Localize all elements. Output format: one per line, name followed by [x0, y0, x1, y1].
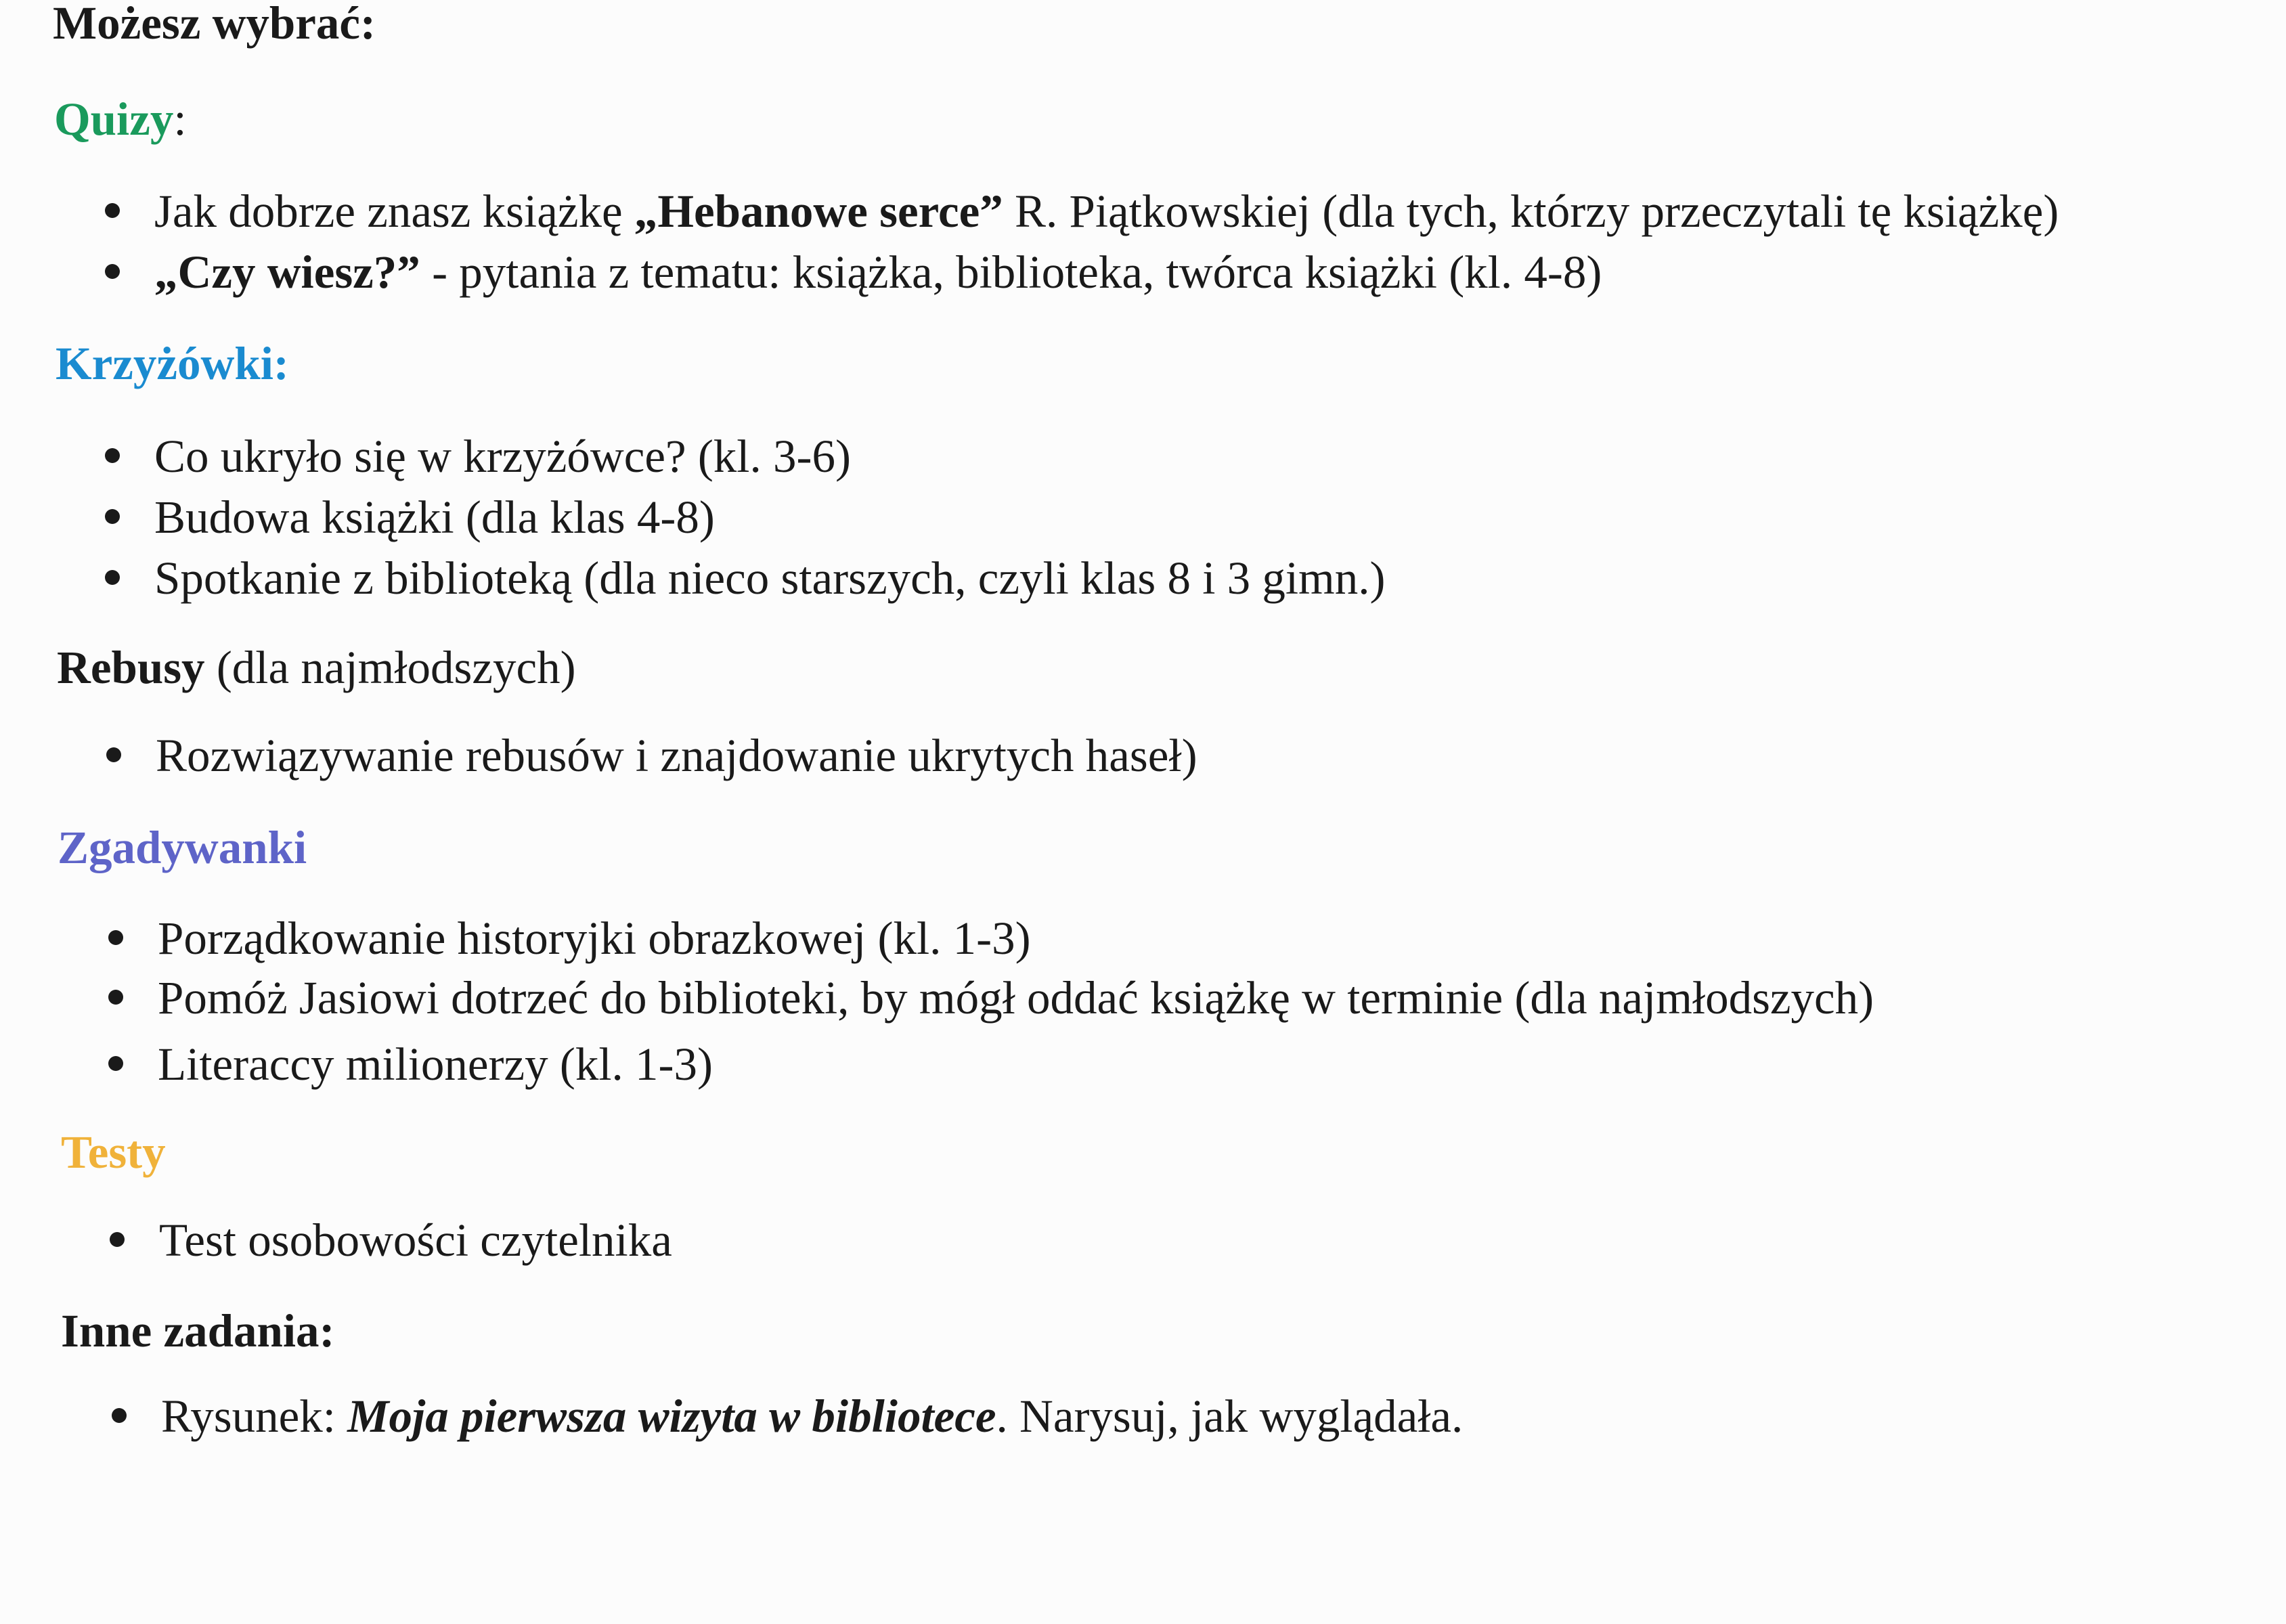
bullet-dot: [112, 1408, 127, 1423]
zgadywanki-heading: Zgadywanki: [58, 822, 307, 873]
bullet-dot: [105, 203, 120, 218]
list-item-text: Co ukryło się w krzyżówce? (kl. 3-6): [154, 431, 851, 482]
list-item-text: Porządkowanie historyjki obrazkowej (kl. 1-3): [158, 913, 1031, 964]
list-item-text: Test osobowości czytelnika: [159, 1214, 672, 1266]
quizy-heading-text: Quizy: [54, 93, 174, 145]
testy-heading: Testy: [61, 1126, 166, 1178]
quizy-heading-colon: :: [173, 93, 187, 145]
krzyzowki-heading: Krzyżówki:: [56, 338, 289, 389]
bullet-dot: [105, 570, 120, 585]
inne-heading: Inne zadania:: [61, 1305, 335, 1357]
bullet-dot: [105, 264, 120, 279]
list-item-text: Jak dobrze znasz książkę „Hebanowe serce” R. Piątkowskiej (dla tych, którzy przeczytali tę książkę): [154, 185, 2059, 237]
rebusy-heading-suffix: (dla najmłodszych): [204, 642, 576, 693]
bullet-dot: [105, 448, 120, 463]
rebusy-heading: [57, 644, 576, 691]
bullet-dot: [106, 747, 121, 762]
bullet-dot: [108, 930, 123, 945]
list-item-text: Pomóż Jasiowi dotrzeć do biblioteki, by mógł oddać książkę w terminie (dla najmłodszych): [158, 972, 1874, 1024]
bullet-dot: [105, 509, 120, 524]
list-item-text: Budowa książki (dla klas 4-8): [154, 491, 715, 543]
bullet-dot: [108, 990, 123, 1005]
list-item-text: „Czy wiesz?” - pytania z tematu: książka, biblioteka, twórca książki (kl. 4-8): [154, 246, 1602, 298]
list-item-text: Spotkanie z biblioteką (dla nieco starszych, czyli klas 8 i 3 gimn.): [154, 552, 1386, 604]
intro-heading: Możesz wybrać:: [53, 0, 376, 49]
list-item-text: Literaccy milionerzy (kl. 1-3): [158, 1038, 713, 1090]
bullet-dot: [108, 1056, 123, 1071]
bullet-dot: [110, 1232, 125, 1247]
list-item-text: Rysunek: Moja pierwsza wizyta w bibliotece. Narysuj, jak wyglądała.: [161, 1390, 1464, 1442]
rebusy-heading-text: Rebusy: [57, 642, 205, 693]
quizy-heading: [54, 93, 187, 145]
list-item-text: Rozwiązywanie rebusów i znajdowanie ukrytych haseł): [156, 730, 1197, 781]
